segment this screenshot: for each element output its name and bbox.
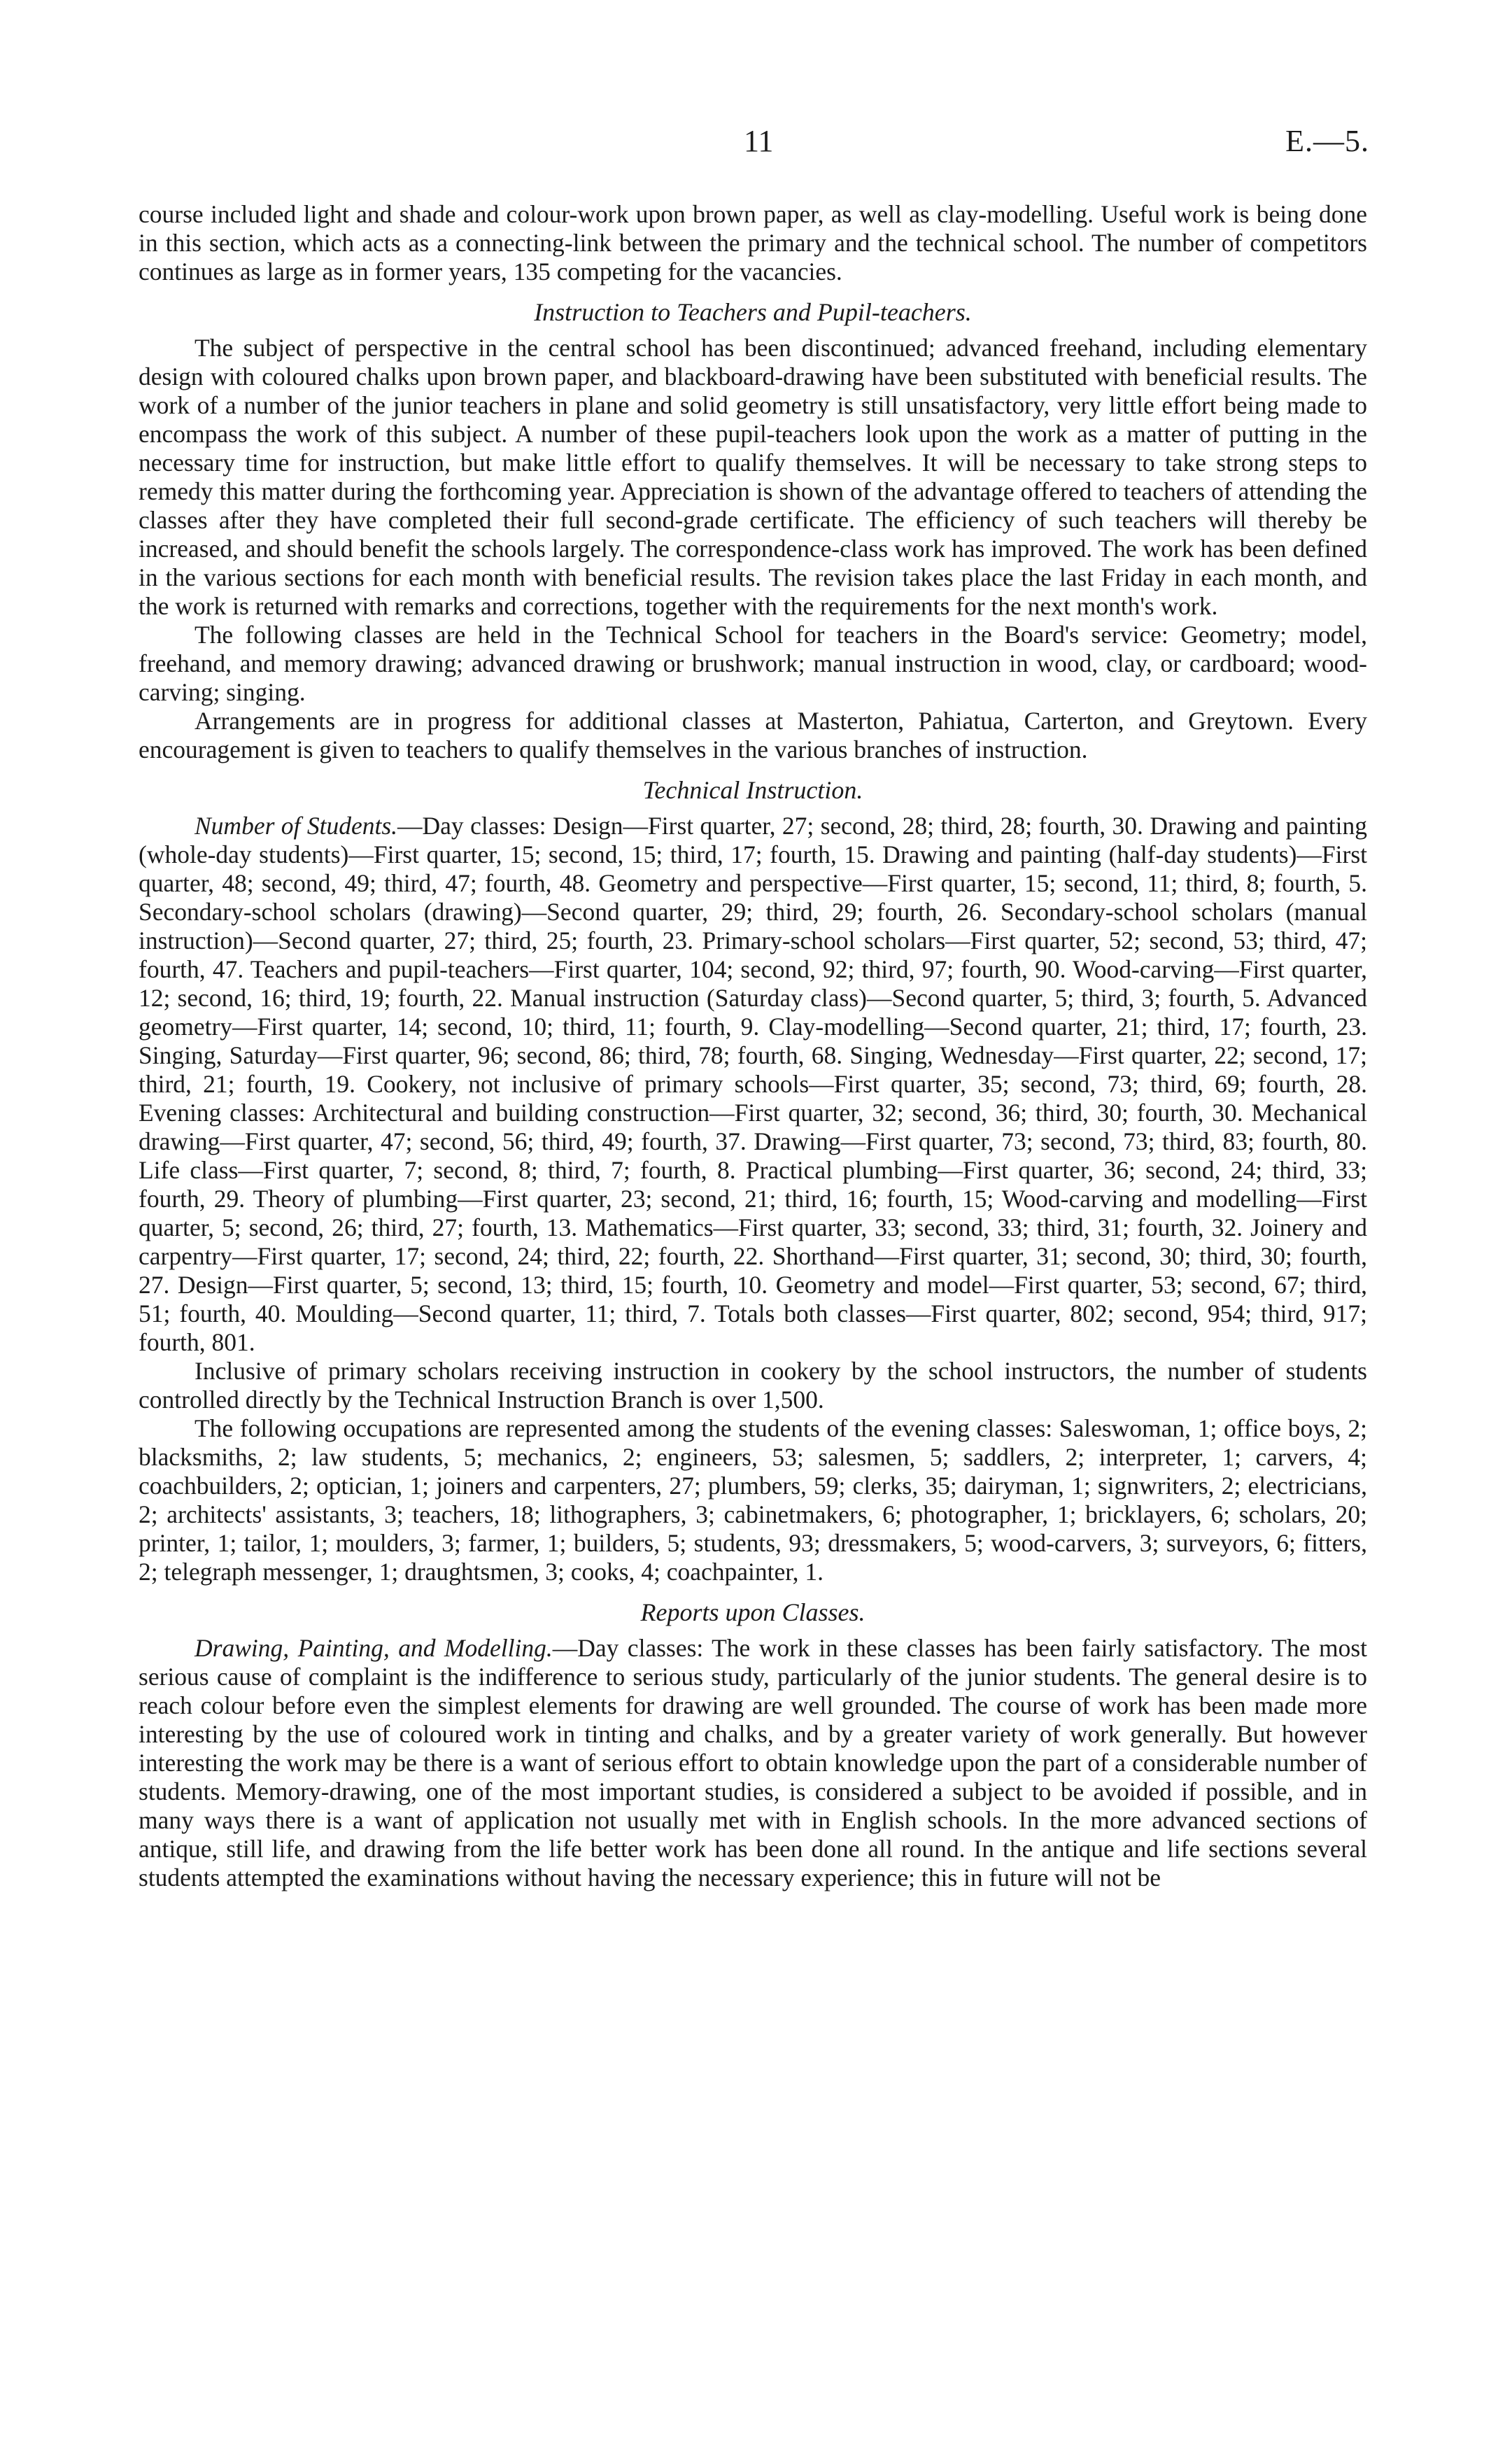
paragraph bbox=[139, 1634, 1367, 1892]
page-number: 11 bbox=[744, 124, 774, 158]
continued-paragraph: course included light and shade and colour-work upon brown paper, as well as clay-modelling. Useful work is being done in this section, which acts as a connecting-link between the primary and the technical school. The number of competitors continues as large as in former years, 135 competing for the vacancies. bbox=[139, 200, 1367, 286]
section-heading: Technical Instruction. bbox=[642, 776, 863, 804]
paragraph-text: —Day classes: Design—First quarter, 27; second, 28; third, 28; fourth, 30. Drawing and painting (whole-day students)—First quarter, 15; second, 15; third, 17; fourth, 15. Drawing and painting (half-day students)—First quarter, 48; second, 49; third, 47; fourth, 48. Geometry and perspective—First quarter, 15; second, 11; third, 8; fourth, 5. Secondary-school scholars (drawing)—Second quarter, 29; third, 29; fourth, 26. Secondary-school scholars (manual instruction)—Second quarter, 27; third, 25; fourth, 23. Primary-school scholars—First quarter, 52; second, 53; third, 47; fourth, 47. Teachers and pupil-teachers—First quarter, 104; second, 92; third, 97; fourth, 90. Wood-carving—First quarter, 12; second, 16; third, 19; fourth, 22. Manual instruction (Saturday class)—Second quarter, 5; third, 3; fourth, 5. Advanced geometry—First quarter, 14; second, 10; third, 11; fourth, 9. Clay-modelling—Second quarter, 21; third, 17; fourth, 23. Singing, Saturday—First quarter, 96; second, 86; third, 78; fourth, 68. Singing, Wednesday—First quarter, 22; second, 17; third, 21; fourth, 19. Cookery, not inclusive of primary schools—First quarter, 35; second, 73; third, 69; fourth, 28. Evening classes: Architectural and building construction—First quarter, 32; second, 36; third, 30; fourth, 30. Mechanical drawing—First quarter, 47; second, 56; third, 49; fourth, 37. Drawing—First quarter, 73; second, 73; third, 83; fourth, 80. Life class—First quarter, 7; second, 8; third, 7; fourth, 8. Practical plumbing—First quarter, 36; second, 24; third, 33; fourth, 29. Theory of plumbing—First quarter, 23; second, 21; third, 16; fourth, 15; Wood-carving and modelling—First quarter, 5; second, 26; third, 27; fourth, 13. Mathematics—First quarter, 33; second, 33; third, 31; fourth, 32. Joinery and carpentry—First quarter, 17; second, 24; third, 22; fourth, 22. Shorthand—First quarter, 31; second, 30; third, 30; fourth, 27. Design—First quarter, 5; second, 13; third, 15; fourth, 10. Geometry and model—First quarter, 53; second, 67; third, 51; fourth, 40. Moulding—Second quarter, 11; third, 7. Totals both classes—First quarter, 802; second, 954; third, 917; fourth, 801. bbox=[139, 812, 1367, 1356]
paragraph: Inclusive of primary scholars receiving instruction in cookery by the school instructors, the number of students controlled directly by the Technical Instruction Branch is over 1,500. bbox=[139, 1357, 1367, 1414]
section-heading: Instruction to Teachers and Pupil-teachers. bbox=[534, 298, 972, 326]
paragraph-text: —Day classes: The work in these classes has been fairly satisfactory. The most serious cause of complaint is the indifference to serious study, particularly of the junior students. The general desire is to reach colour before even the simplest elements for drawing are well grounded. The course of work has been made more interesting by the use of coloured work in tinting and chalks, and by a greater variety of work generally. But however interesting the work may be there is a want of serious effort to obtain knowledge upon the part of a considerable number of students. Memory-drawing, one of the most important studies, is considered a subject to be avoided if possible, and in many ways there is a want of application not usually met with in English schools. In the more advanced sections of antique, still life, and drawing from the life better work has been done all round. In the antique and life sections several students attempted the examinations without having the necessary experience; this in future will not be bbox=[139, 1634, 1367, 1891]
paragraph: The following classes are held in the Technical School for teachers in the Board's service: Geometry; model, freehand, and memory drawing; advanced drawing or brushwork; manual instruction in wood, clay, or cardboard; wood-carving; singing. bbox=[139, 621, 1367, 706]
paragraph: Arrangements are in progress for additional classes at Masterton, Pahiatua, Carterton, and Greytown. Every encouragement is given to teachers to qualify themselves in the various branches of instruction. bbox=[139, 707, 1367, 763]
paragraph-lead: Number of Students. bbox=[195, 812, 398, 840]
document-body bbox=[139, 200, 1367, 1892]
page-header bbox=[0, 123, 1512, 165]
paragraph: The subject of perspective in the central school has been discontinued; advanced freehand, including elementary design with coloured chalks upon brown paper, and blackboard-drawing have been substituted with beneficial results. The work of a number of the junior teachers in plane and solid geometry is still unsatisfactory, very little effort being made to encompass the work of this subject. A number of these pupil-teachers look upon the work as a matter of putting in the necessary time for instruction, but make little effort to qualify themselves. It will be necessary to take strong steps to remedy this matter during the forthcoming year. Appreciation is shown of the advantage offered to teachers of attending the classes after they have completed their full second-grade certificate. The efficiency of such teachers will thereby be increased, and should benefit the schools largely. The correspondence-class work has improved. The work has been defined in the various sections for each month with beneficial results. The revision takes place the last Friday in each month, and the work is returned with remarks and corrections, together with the requirements for the next month's work. bbox=[139, 334, 1367, 620]
section-heading: Reports upon Classes. bbox=[640, 1598, 865, 1626]
paragraph: The following occupations are represented among the students of the evening classes: Saleswoman, 1; office boys, 2; blacksmiths, 2; law students, 5; mechanics, 2; engineers, 53; salesmen, 5; saddlers, 2; interpreter, 1; carvers, 4; coachbuilders, 2; optician, 1; joiners and carpenters, 27; plumbers, 59; clerks, 35; dairyman, 1; signwriters, 2; electricians, 2; architects' assistants, 3; teachers, 18; lithographers, 3; cabinetmakers, 6; photographer, 1; bricklayers, 6; scholars, 20; printer, 1; tailor, 1; moulders, 3; farmer, 1; builders, 5; students, 93; dressmakers, 5; wood-carvers, 3; surveyors, 6; fitters, 2; telegraph messenger, 1; draughtsmen, 3; cooks, 4; coachpainter, 1. bbox=[139, 1414, 1367, 1586]
document-reference: E.—5. bbox=[1285, 124, 1369, 158]
paragraph bbox=[139, 812, 1367, 1357]
paragraph-lead: Drawing, Painting, and Modelling. bbox=[195, 1634, 553, 1662]
